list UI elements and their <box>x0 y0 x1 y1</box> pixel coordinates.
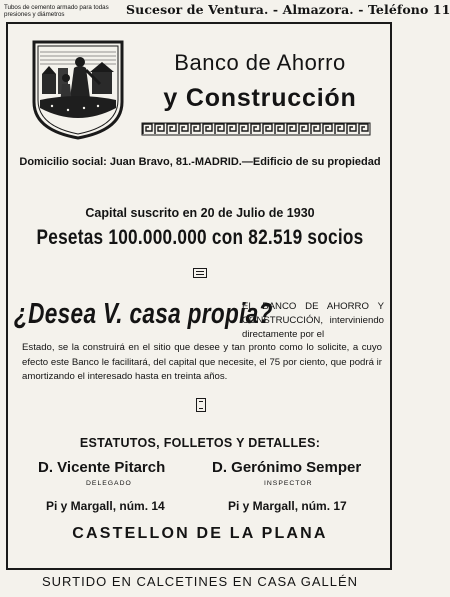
greek-key-ornament <box>142 123 370 135</box>
contact-left-address: Pi y Margall, núm. 14 <box>46 499 165 513</box>
contact-left-role: DELEGADO <box>86 480 132 487</box>
contact-right-address: Pi y Margall, núm. 17 <box>228 499 347 513</box>
bank-name-line2: y Construcción <box>163 84 357 112</box>
small-ornament <box>193 268 207 278</box>
contact-left-name: D. Vicente Pitarch <box>38 459 166 476</box>
domicilio-line: Domicilio social: Juan Bravo, 81.-MADRID.—Edificio de su propiedad <box>19 156 381 168</box>
pesetas-line: Pesetas 100.000.000 con 82.519 socios <box>36 226 364 249</box>
estatutos-heading: ESTATUTOS, FOLLETOS Y DETALLES: <box>79 436 321 450</box>
top-small-notice: Tubos de cemento armado para todas presiones y diámetros <box>4 4 109 18</box>
capital-line: Capital suscrito en 20 de Julio de 1930 <box>85 206 315 220</box>
offer-right-text: EL BANCO DE AHORRO Y CONSTRUCCIÓN, interviniendo directamente por el <box>242 301 384 340</box>
contact-right-role: INSPECTOR <box>264 480 313 487</box>
top-header-line: Sucesor de Ventura. - Almazora. - Teléfono 11 <box>126 2 450 17</box>
bank-emblem-logo <box>28 38 128 140</box>
small-ornament <box>196 398 206 412</box>
offer-headline: ¿Desea V. casa propia? <box>14 298 273 330</box>
bank-name-line1: Banco de Ahorro <box>174 50 346 75</box>
footer-advert: SURTIDO EN CALCETINES EN CASA GALLÉN <box>41 574 359 589</box>
offer-body-text: Estado, se la construirá en el sitio que desee y tan pronto como lo solicite, a cuyo efecto este Banco le facilitará, del capital que necesite, el 75 por ciento, que podrá ir amortizando el interesado hasta en treinta años. <box>22 342 382 382</box>
contact-right-name: D. Gerónimo Semper <box>212 459 362 476</box>
city-line: CASTELLON DE LA PLANA <box>72 525 328 542</box>
